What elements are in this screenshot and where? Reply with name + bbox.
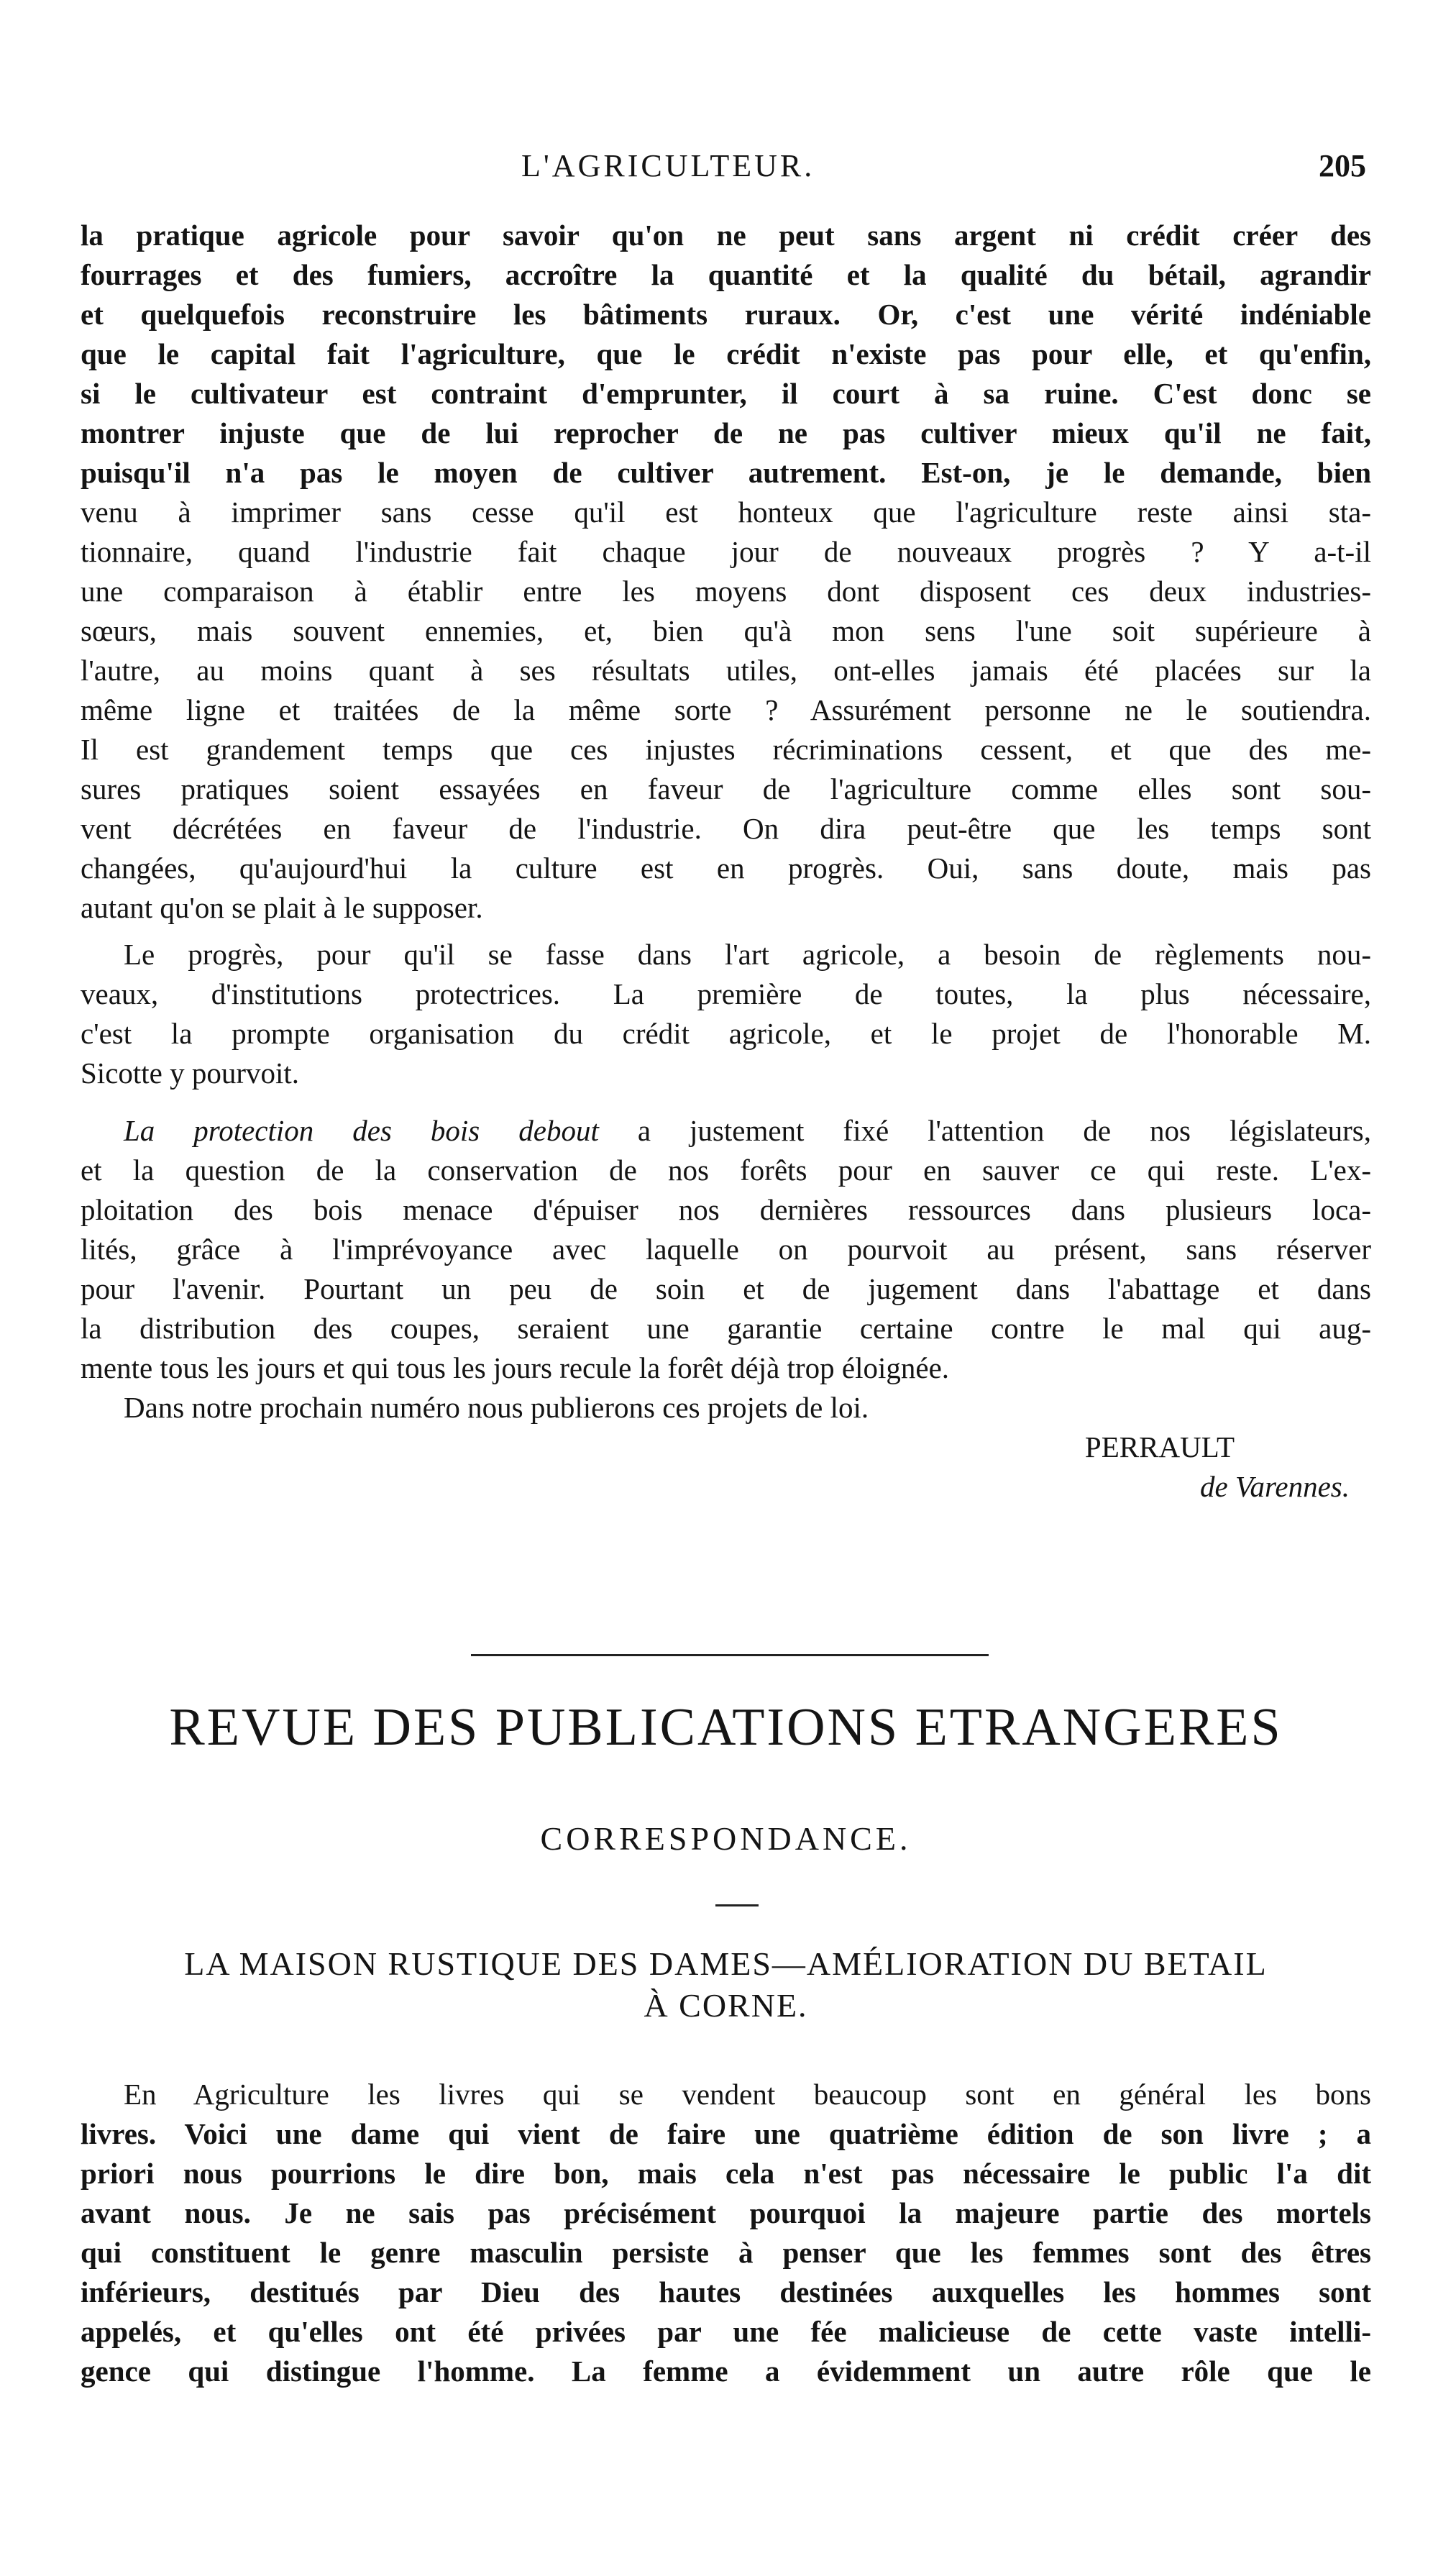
text-line: lités, grâce à l'imprévoyance avec laquelle on pourvoit au présent, sans réserver: [81, 1233, 1371, 1266]
text-line: venu à imprimer sans cesse qu'il est honteux que l'agriculture reste ainsi sta-: [81, 495, 1371, 529]
article-one-paragraph-1: [81, 216, 1371, 928]
text-line: ploitation des bois menace d'épuiser nos dernières ressources dans plusieurs loca-: [81, 1193, 1371, 1226]
article-one-paragraph-3: [81, 1111, 1371, 1507]
text-line: la pratique agricole pour savoir qu'on ne peut sans argent ni crédit créer des: [81, 219, 1371, 252]
text-line: livres. Voici une dame qui vient de faire une quatrième édition de son livre ; a: [81, 2117, 1371, 2150]
text-line: pour l'avenir. Pourtant un peu de soin et de jugement dans l'abattage et dans: [81, 1272, 1371, 1305]
italic-lead: La protection des bois debout: [124, 1114, 599, 1147]
article-title-line: À CORNE.: [644, 1987, 808, 2024]
article-title-line: LA MAISON RUSTIQUE DES DAMES—AMÉLIORATION DU BETAIL: [184, 1945, 1268, 1982]
text-line: et quelquefois reconstruire les bâtiments ruraux. Or, c'est une vérité indéniable: [81, 298, 1371, 331]
text-line: sœurs, mais souvent ennemies, et, bien qu'à mon sens l'une soit supérieure à: [81, 614, 1371, 647]
text-line: l'autre, au moins quant à ses résultats utiles, ont-elles jamais été placées sur la: [81, 654, 1371, 687]
article-title: [81, 1943, 1371, 2027]
text-line: mente tous les jours et qui tous les jours recule la forêt déjà trop éloignée.: [81, 1351, 950, 1384]
text-line: tionnaire, quand l'industrie fait chaque jour de nouveaux progrès ? Y a-t-il: [81, 535, 1371, 568]
text-line: priori nous pourrions le dire bon, mais cela n'est pas nécessaire le public l'a dit: [81, 2157, 1371, 2190]
text-line: même ligne et traitées de la même sorte ? Assurément personne ne le soutiendra.: [81, 693, 1371, 726]
text-line: veaux, d'institutions protectrices. La première de toutes, la plus nécessaire,: [81, 977, 1371, 1010]
page-header: [83, 147, 1373, 191]
section-title: REVUE DES PUBLICATIONS ETRANGERES: [169, 1698, 1283, 1757]
title-divider: [715, 1904, 759, 1906]
signature-name: PERRAULT: [1084, 1430, 1235, 1463]
text-line: sures pratiques soient essayées en faveur de l'agriculture comme elles sont sou-: [81, 772, 1371, 805]
text-line: une comparaison à établir entre les moyens dont disposent ces deux industries-: [81, 575, 1371, 608]
text-line: inférieurs, destitués par Dieu des hautes destinées auxquelles les hommes sont: [81, 2275, 1371, 2308]
text-line: et la question de la conservation de nos forêts pour en sauver ce qui reste. L'ex-: [81, 1154, 1371, 1187]
text-line: c'est la prompte organisation du crédit agricole, et le projet de l'honorable M.: [81, 1017, 1371, 1050]
article-two-paragraph: [81, 2075, 1371, 2391]
section-divider: [471, 1654, 989, 1656]
text-line: gence qui distingue l'homme. La femme a évidemment un autre rôle que le: [81, 2355, 1371, 2388]
signature-place: de Varennes.: [1200, 1470, 1350, 1503]
text-line: [81, 1111, 1371, 1151]
text-line: appelés, et qu'elles ont été privées par une fée malicieuse de cette vaste intelli-: [81, 2315, 1371, 2348]
text-line: Le progrès, pour qu'il se fasse dans l'art agricole, a besoin de règlements nou-: [124, 938, 1371, 971]
text-line: fourrages et des fumiers, accroître la quantité et la qualité du bétail, agrandir: [81, 258, 1371, 291]
text-line: puisqu'il n'a pas le moyen de cultiver autrement. Est-on, je le demande, bien: [81, 456, 1371, 489]
text-line: vent décrétées en faveur de l'industrie. On dira peut-être que les temps sont: [81, 812, 1371, 845]
text-line: En Agriculture les livres qui se vendent beaucoup sont en général les bons: [124, 2078, 1371, 2111]
text-line: montrer injuste que de lui reprocher de ne pas cultiver mieux qu'il ne fait,: [81, 416, 1371, 449]
section-subtitle: CORRESPONDANCE.: [540, 1820, 912, 1857]
line-remainder: a justement fixé l'attention de nos législateurs,: [598, 1114, 1371, 1147]
text-line: la distribution des coupes, seraient une garantie certaine contre le mal qui aug-: [81, 1312, 1371, 1345]
page-number: 205: [1319, 148, 1366, 183]
closing-line: Dans notre prochain numéro nous publierons ces projets de loi.: [124, 1391, 869, 1424]
running-title: L'AGRICULTEUR.: [521, 148, 815, 183]
text-line: changées, qu'aujourd'hui la culture est en progrès. Oui, sans doute, mais pas: [81, 851, 1371, 885]
text-line: autant qu'on se plait à le supposer.: [81, 891, 483, 924]
text-line: si le cultivateur est contraint d'emprunter, il court à sa ruine. C'est donc se: [81, 377, 1371, 410]
text-line: Sicotte y pourvoit.: [81, 1056, 300, 1090]
text-line: qui constituent le genre masculin persiste à penser que les femmes sont des êtres: [81, 2236, 1371, 2269]
article-one-paragraph-2: [81, 935, 1371, 1093]
text-line: Il est grandement temps que ces injustes récriminations cessent, et que des me-: [81, 733, 1371, 766]
text-line: que le capital fait l'agriculture, que le crédit n'existe pas pour elle, et qu'enfin,: [81, 337, 1371, 370]
text-line: avant nous. Je ne sais pas précisément pourquoi la majeure partie des mortels: [81, 2196, 1371, 2229]
